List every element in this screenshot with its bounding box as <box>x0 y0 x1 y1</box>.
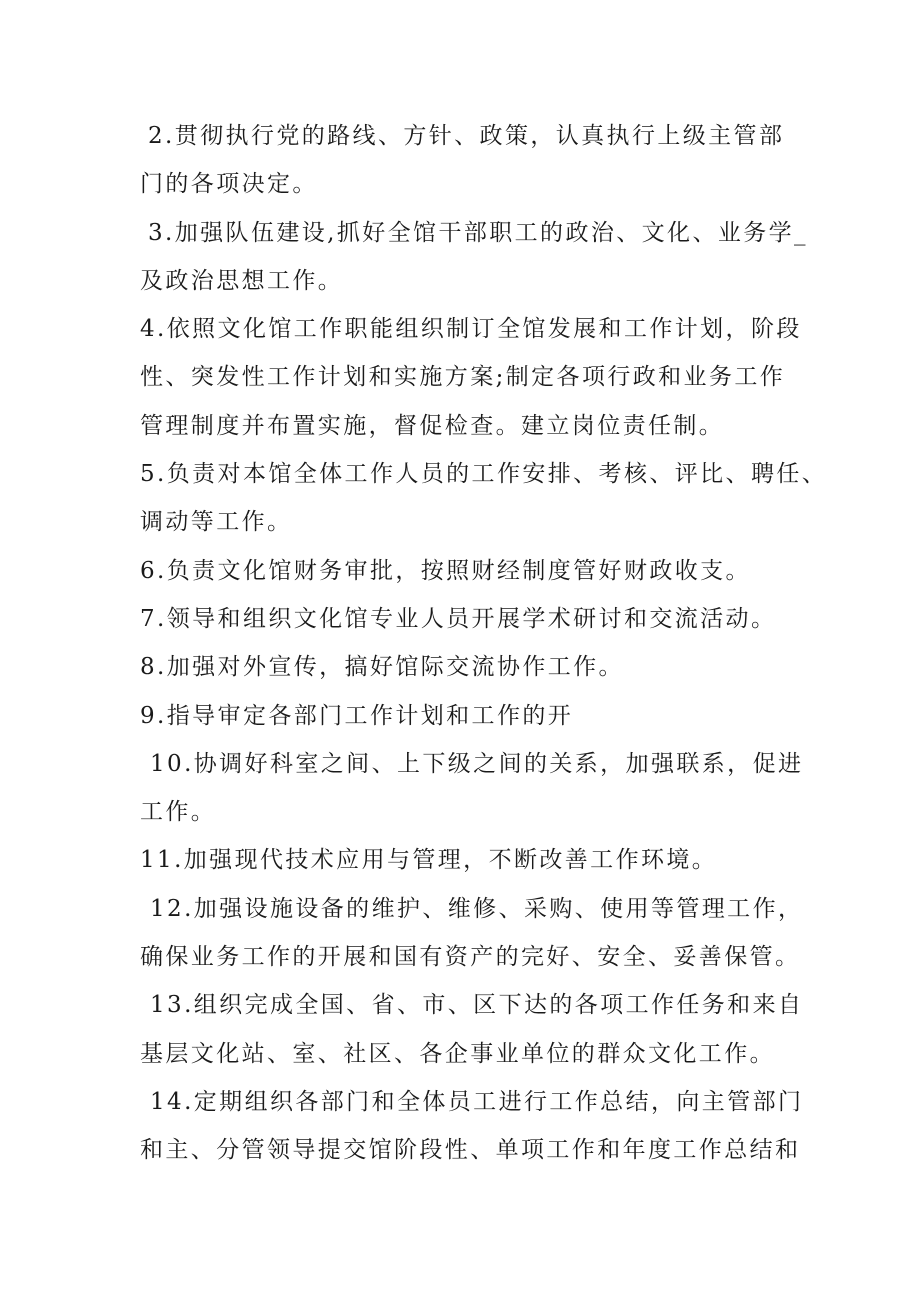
text-line: 调动等工作。 <box>140 509 293 536</box>
text-line: 2.贯彻执行党的路线、方针、政策，认真执行上级主管部 <box>148 123 785 149</box>
text-line: 14.定期组织各部门和全体员工进行工作总结，向主管部门 <box>150 1088 804 1115</box>
text-line: 和主、分管领导提交馆阶段性、单项工作和年度工作总结和 <box>140 1137 801 1164</box>
text-line: 3.加强队伍建设,抓好全馆干部职工的政治、文化、业务学_ <box>148 219 808 246</box>
text-line: 及政治思想工作。 <box>140 267 344 294</box>
text-line: 5.负责对本馆全体工作人员的工作安排、考核、评比、聘任、 <box>140 461 828 488</box>
text-line: 11.加强现代技术应用与管理，不断改善工作环境。 <box>140 847 718 874</box>
text-line: 9.指导审定各部门工作计划和工作的开 <box>140 702 574 729</box>
text-line: 10.协调好科室之间、上下级之间的关系，加强联系，促进 <box>150 750 804 777</box>
text-line: 管理制度并布置实施，督促检查。建立岗位责任制。 <box>140 412 725 439</box>
text-line: 门的各项决定。 <box>140 171 318 198</box>
text-line: 性、突发性工作计划和实施方案;制定各项行政和业务工作 <box>140 364 786 391</box>
text-line: 确保业务工作的开展和国有资产的完好、安全、妥善保管。 <box>140 944 801 971</box>
text-line: 12.加强设施设备的维护、维修、采购、使用等管理工作， <box>150 895 804 922</box>
text-line: 4.依照文化馆工作职能组织制订全馆发展和工作计划，阶段 <box>140 316 802 343</box>
text-line: 7.领导和组织文化馆专业人员开展学术研讨和交流活动。 <box>140 605 777 632</box>
text-line: 8.加强对外宣传，搞好馆际交流协作工作。 <box>140 654 624 681</box>
text-line: 13.组织完成全国、省、市、区下达的各项工作任务和来自 <box>150 992 804 1019</box>
text-line: 6.负责文化馆财务审批，按照财经制度管好财政收支。 <box>140 557 751 584</box>
text-line: 工作。 <box>140 799 217 826</box>
text-line: 基层文化站、室、社区、各企事业单位的群众文化工作。 <box>140 1040 775 1067</box>
document-body <box>140 112 828 1175</box>
